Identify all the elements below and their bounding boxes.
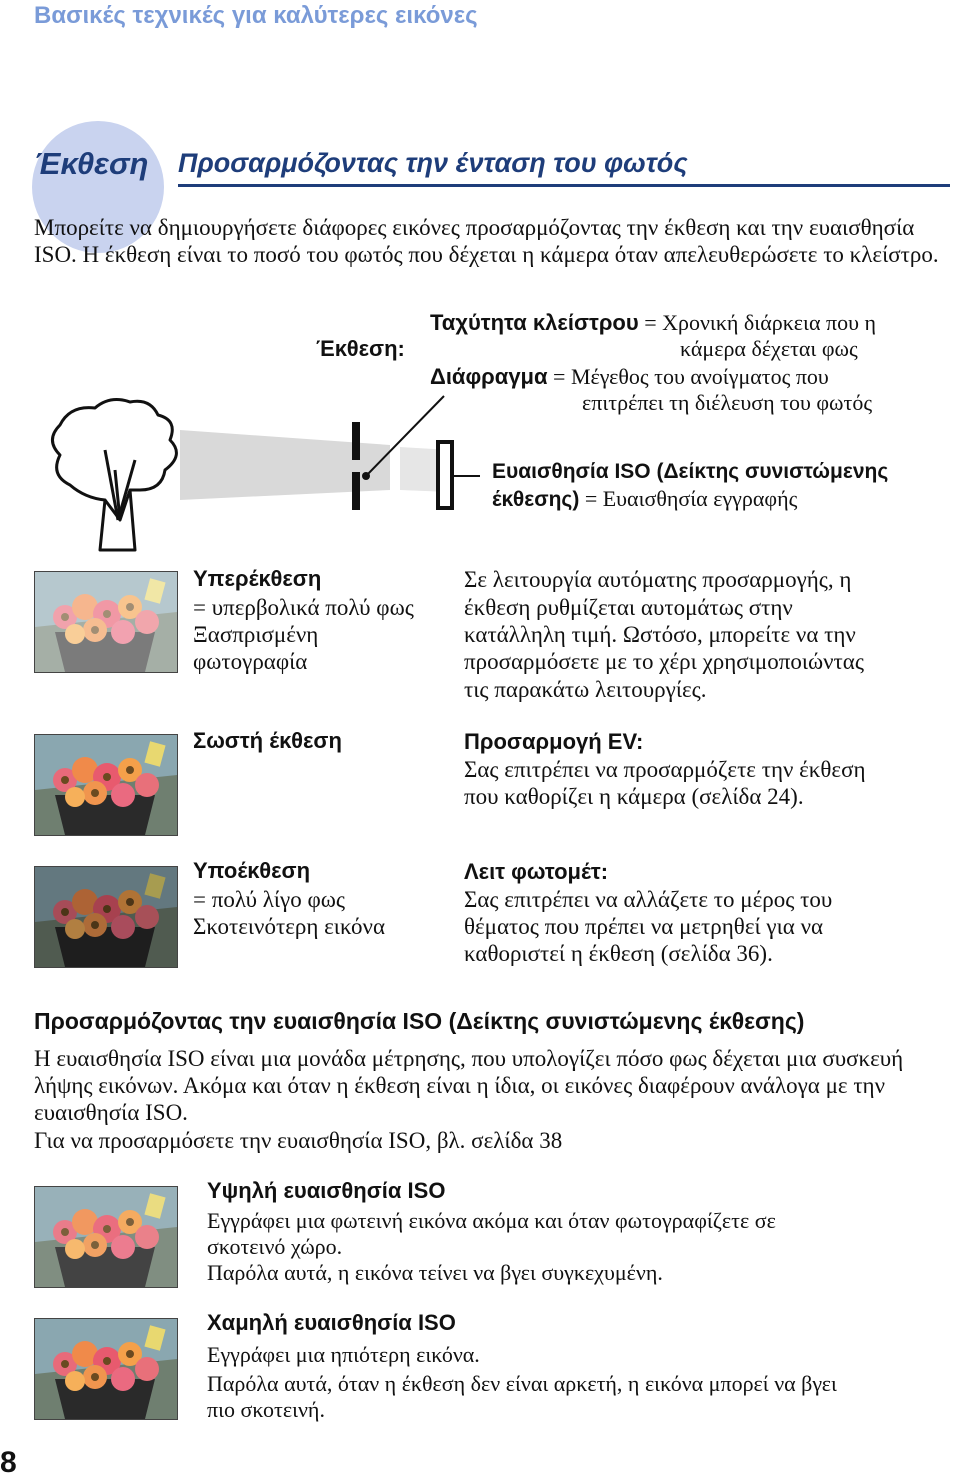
aperture-eq: = bbox=[553, 364, 566, 389]
section-word: Έκθεση bbox=[34, 146, 149, 181]
meter-line-2: θέματος που πρέπει να μετρηθεί για να bbox=[464, 914, 824, 939]
section-title: Προσαρμόζοντας την ένταση του φωτός bbox=[178, 148, 688, 178]
aperture-desc-2: επιτρέπει τη διέλευση του φωτός bbox=[582, 390, 873, 415]
auto-text-1: Σε λειτουργία αυτόματης προσαρμογής, η bbox=[464, 567, 852, 592]
iso-paragraph-2: Για να προσαρμόσετε την ευαισθησία ISO, βλ. σελίδα 38 bbox=[34, 1128, 563, 1153]
under-title: Υποέκθεση bbox=[193, 858, 311, 883]
high-iso-line-1: Εγγράφει μια φωτεινή εικόνα ακόμα και όταν φωτογραφίζετε σε bbox=[207, 1208, 776, 1233]
meter-line-1: Σας επιτρέπει να αλλάζετε το μέρος του bbox=[464, 887, 833, 912]
auto-text-5: τις παρακάτω λειτουργίες. bbox=[464, 677, 707, 702]
iso-paragraph-1: Η ευαισθησία ISO είναι μια μονάδα μέτρησης, που υπολογίζει πόσο φως δέχεται μια συσκευή λήψης εικόνων. Ακόμα και όταν η έκθεση είναι η ίδια, οι εικόνες διαφέρουν ανάλογα με την ευαισθησία ISO. bbox=[34, 1046, 904, 1125]
exposure-diagram bbox=[30, 390, 480, 565]
photo-correct-exposure bbox=[34, 734, 178, 836]
low-iso-title: Χαμηλή ευαισθησία ISO bbox=[207, 1310, 456, 1335]
low-iso-line-3: πιο σκοτεινή. bbox=[207, 1397, 325, 1422]
shutter-speed-term: Ταχύτητα κλείστρου bbox=[430, 310, 639, 335]
running-header: Βασικές τεχνικές για καλύτερες εικόνες bbox=[34, 2, 478, 29]
auto-text-2: έκθεση ρυθμίζεται αυτομάτως στην bbox=[464, 595, 793, 620]
low-iso-line-1: Εγγράφει μια ηπιότερη εικόνα. bbox=[207, 1342, 480, 1367]
shutter-desc-1: Χρονική διάρκεια που η bbox=[662, 310, 876, 335]
over-line-3: φωτογραφία bbox=[193, 649, 308, 674]
photo-overexposed bbox=[34, 571, 178, 673]
ev-line-2: που καθορίζει η κάμερα (σελίδα 24). bbox=[464, 784, 804, 809]
auto-text-3: κατάλληλη τιμή. Ωστόσο, μπορείτε να την bbox=[464, 622, 856, 647]
over-line-1: = υπερβολικά πολύ φως bbox=[193, 595, 414, 620]
exposure-label: Έκθεση: bbox=[316, 336, 405, 361]
iso-term-1: Ευαισθησία ISO (Δείκτης συνιστώμενης bbox=[492, 460, 889, 483]
iso-eq-desc: = Ευαισθησία εγγραφής bbox=[579, 486, 798, 511]
photo-low-iso bbox=[34, 1318, 178, 1420]
high-iso-title: Υψηλή ευαισθησία ISO bbox=[207, 1178, 446, 1203]
iso-heading: Προσαρμόζοντας την ευαισθησία ISO (Δείκτης συνιστώμενης έκθεσης) bbox=[34, 1008, 805, 1034]
over-title: Υπερέκθεση bbox=[193, 566, 322, 591]
high-iso-line-3: Παρόλα αυτά, η εικόνα τείνει να βγει συγκεχυμένη. bbox=[207, 1260, 663, 1285]
low-iso-line-2: Παρόλα αυτά, όταν η έκθεση δεν είναι αρκετή, η εικόνα μπορεί να βγει bbox=[207, 1371, 837, 1396]
photo-high-iso bbox=[34, 1186, 178, 1288]
meter-line-3: καθοριστεί η έκθεση (σελίδα 36). bbox=[464, 941, 773, 966]
aperture-term: Διάφραγμα bbox=[430, 364, 548, 389]
photo-underexposed bbox=[34, 866, 178, 968]
iso-term-2: έκθεσης) bbox=[492, 488, 580, 511]
shutter-desc-2: κάμερα δέχεται φως bbox=[680, 336, 858, 361]
high-iso-line-2: σκοτεινό χώρο. bbox=[207, 1234, 343, 1259]
over-line-2: Ξασπρισμένη bbox=[193, 622, 319, 647]
correct-title: Σωστή έκθεση bbox=[193, 728, 342, 753]
aperture-desc-1: Μέγεθος του ανοίγματος που bbox=[570, 364, 829, 389]
under-line-1: = πολύ λίγο φως bbox=[193, 887, 345, 912]
shutter-eq: = bbox=[644, 310, 657, 335]
section-rule bbox=[178, 184, 950, 187]
intro-paragraph: Μπορείτε να δημιουργήσετε διάφορες εικόνες προσαρμόζοντας την έκθεση και την ευαισθησία ISO. Η έκθεση είναι το ποσό του φωτός που δέχεται η κάμερα όταν απελευθερώσετε το κλείστρο. bbox=[34, 215, 939, 267]
page-number: 8 bbox=[0, 1446, 17, 1479]
auto-text-4: προσαρμόσετε με το χέρι χρησιμοποιώντας bbox=[464, 649, 864, 674]
ev-title: Προσαρμογή EV: bbox=[464, 729, 644, 754]
ev-line-1: Σας επιτρέπει να προσαρμόζετε την έκθεση bbox=[464, 757, 866, 782]
meter-title: Λειτ φωτομέτ: bbox=[464, 859, 609, 884]
under-line-2: Σκοτεινότερη εικόνα bbox=[193, 914, 385, 939]
